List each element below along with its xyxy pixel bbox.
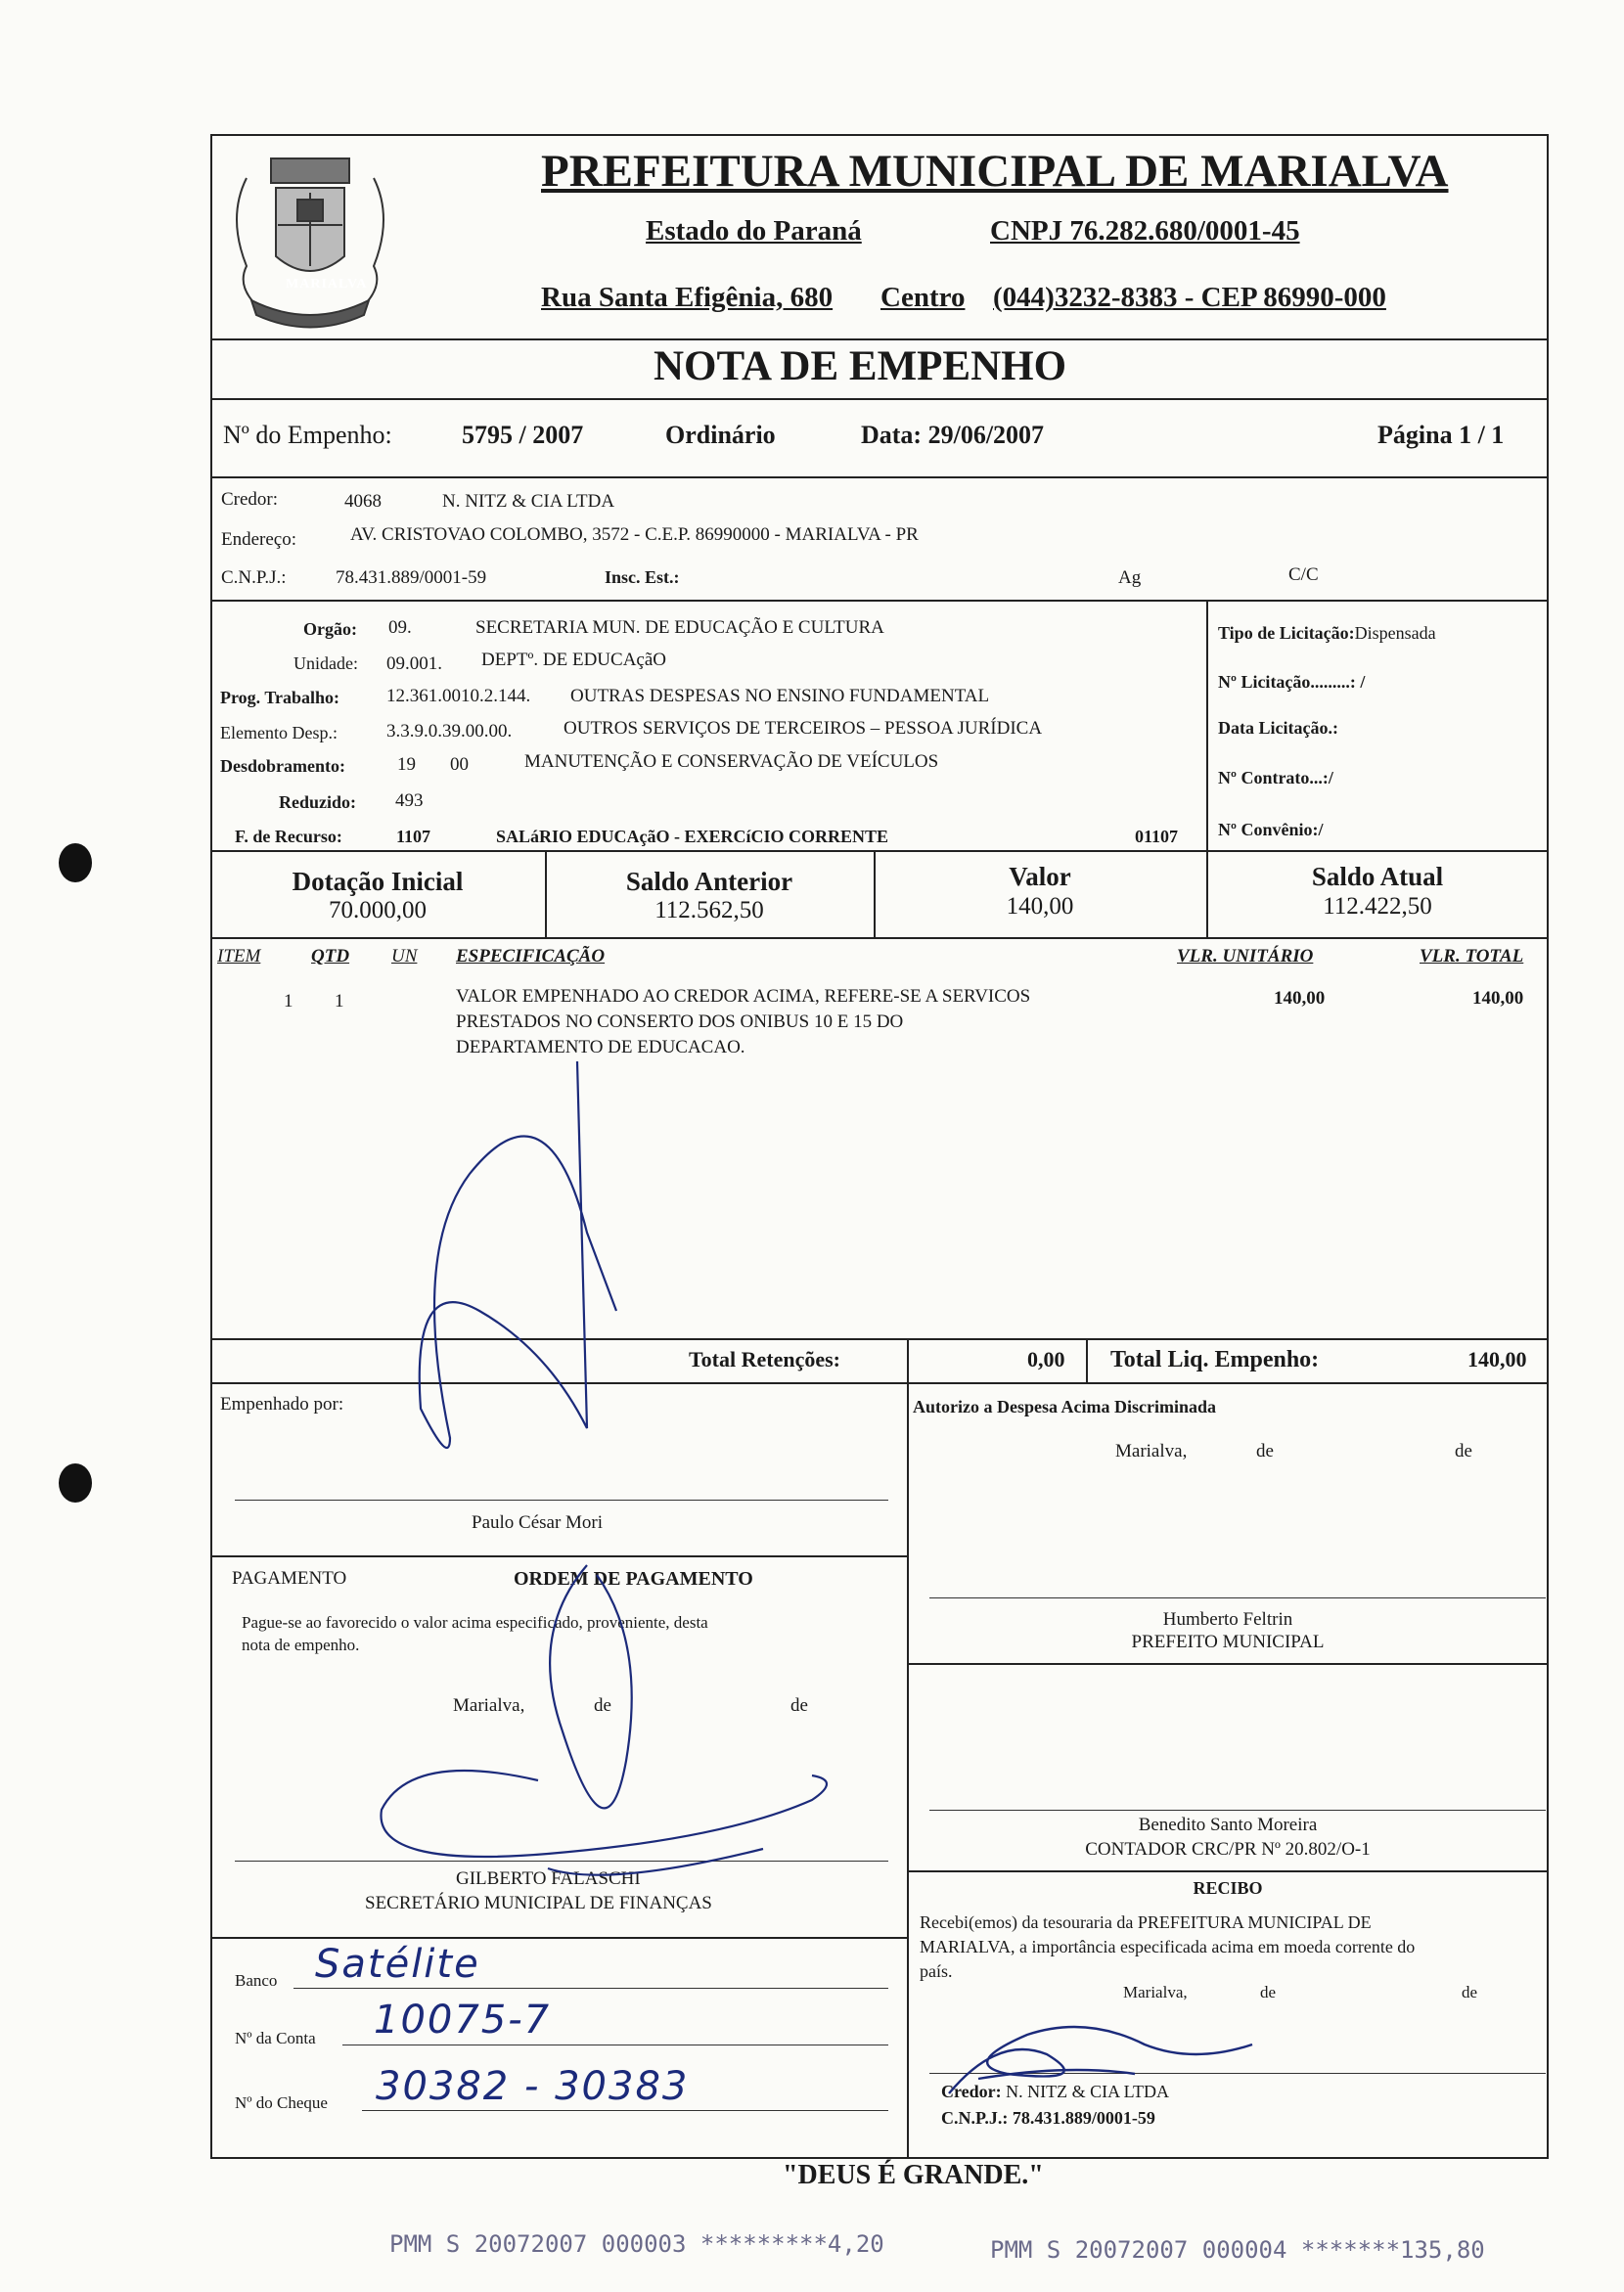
desdobramento-label: Desdobramento: bbox=[220, 756, 345, 776]
recurso-label: F. de Recurso: bbox=[235, 827, 342, 846]
page-number: Página 1 / 1 bbox=[1377, 421, 1505, 449]
licitacao-date: Data Licitação.: bbox=[1218, 718, 1338, 738]
total-retencoes-label: Total Retenções: bbox=[689, 1347, 840, 1371]
prog-trabalho-code: 12.361.0010.2.144. bbox=[386, 686, 531, 706]
unidade-desc: DEPTº. DE EDUCAçãO bbox=[481, 650, 666, 670]
secretario-title: SECRETÁRIO MUNICIPAL DE FINANÇAS bbox=[365, 1893, 712, 1913]
tipo-licitacao-value: Dispensada bbox=[1354, 623, 1436, 643]
col-vlr-unitario: VLR. UNITÁRIO bbox=[1177, 946, 1314, 966]
seal-text: MARIALVA bbox=[286, 277, 368, 292]
empenhado-por-label: Empenhado por: bbox=[220, 1394, 344, 1415]
total-retencoes-value: 0,00 bbox=[1027, 1347, 1065, 1371]
signature-secretario bbox=[352, 1555, 861, 1917]
dotacao-inicial-value: 70.000,00 bbox=[329, 897, 427, 923]
col-un: UN bbox=[391, 946, 418, 966]
reduzido-label: Reduzido: bbox=[279, 792, 357, 812]
reduzido-code: 493 bbox=[395, 790, 424, 811]
valor-label: Valor bbox=[1009, 862, 1071, 891]
city-hall-phone-cep: (044)3232-8383 - CEP 86990-000 bbox=[993, 282, 1386, 313]
autorizo-label: Autorizo a Despesa Acima Discriminada bbox=[913, 1397, 1216, 1416]
saldo-atual-label: Saldo Atual bbox=[1311, 862, 1444, 891]
saldo-atual-value: 112.422,50 bbox=[1323, 893, 1432, 920]
col-vlr-total: VLR. TOTAL bbox=[1420, 946, 1524, 966]
endereco-label: Endereço: bbox=[221, 529, 297, 550]
contador-name: Benedito Santo Moreira bbox=[1138, 1815, 1318, 1835]
binder-hole-bottom bbox=[59, 1463, 92, 1503]
bank-stamp-2: PMM S 20072007 000004 *******135,80 bbox=[990, 2236, 1485, 2264]
banco-value: Satélite bbox=[315, 1942, 480, 1987]
total-liq-label: Total Liq. Empenho: bbox=[1110, 1347, 1320, 1372]
recibo-text-2: MARIALVA, a importância especificada acima em moeda corrente do bbox=[920, 1937, 1416, 1956]
desdobramento-a: 19 bbox=[397, 754, 416, 775]
empenho-number: 5795 / 2007 bbox=[462, 421, 584, 449]
unidade-code: 09.001. bbox=[386, 653, 442, 674]
item-desc-line-3: DEPARTAMENTO DE EDUCACAO. bbox=[456, 1037, 745, 1057]
convenio-number: Nº Convênio:/ bbox=[1218, 820, 1324, 839]
saldo-anterior-value: 112.562,50 bbox=[654, 897, 764, 923]
credor-label: Credor: bbox=[221, 489, 279, 510]
autorizo-de-2: de bbox=[1455, 1441, 1472, 1461]
conta-value: 10075-7 bbox=[374, 1998, 552, 2043]
orgao-code: 09. bbox=[388, 617, 412, 638]
elemento-desc: OUTROS SERVIÇOS DE TERCEIROS – PESSOA JURÍDICA bbox=[564, 718, 1043, 739]
pagamento-de-2: de bbox=[790, 1695, 808, 1716]
unidade-label: Unidade: bbox=[293, 653, 358, 673]
signature-empenhado bbox=[391, 1056, 646, 1467]
prefeito-name: Humberto Feltrin bbox=[1162, 1609, 1293, 1630]
item-desc-line-2: PRESTADOS NO CONSERTO DOS ONIBUS 10 E 15 DO bbox=[456, 1011, 904, 1032]
recibo-credor-label: Credor: bbox=[941, 2082, 1002, 2101]
licitacao-number: Nº Licitação.........: / bbox=[1218, 672, 1366, 692]
empenho-label: Nº do Empenho: bbox=[223, 421, 392, 449]
recibo-text-3: país. bbox=[920, 1961, 953, 1981]
empenhado-por-name: Paulo César Mori bbox=[472, 1512, 604, 1533]
prog-trabalho-label: Prog. Trabalho: bbox=[220, 688, 340, 707]
credor-cnpj: 78.431.889/0001-59 bbox=[336, 567, 487, 588]
footer-motto: "DEUS É GRANDE." bbox=[783, 2160, 1044, 2190]
total-liq-value: 140,00 bbox=[1467, 1347, 1527, 1371]
state-name: Estado do Paraná bbox=[646, 215, 862, 247]
binder-hole-top bbox=[59, 843, 92, 882]
orgao-label: Orgão: bbox=[303, 619, 357, 639]
recibo-label: RECIBO bbox=[1193, 1878, 1263, 1898]
elemento-label: Elemento Desp.: bbox=[220, 723, 338, 742]
recibo-cnpj: C.N.P.J.: 78.431.889/0001-59 bbox=[941, 2108, 1155, 2128]
recurso-code-2: 01107 bbox=[1135, 827, 1179, 846]
empenho-type: Ordinário bbox=[665, 421, 776, 449]
saldo-anterior-label: Saldo Anterior bbox=[625, 867, 793, 896]
item-number: 1 bbox=[284, 991, 293, 1011]
recibo-de-1: de bbox=[1260, 1983, 1277, 2001]
empenho-date: Data: 29/06/2007 bbox=[861, 421, 1045, 449]
ag-label: Ag bbox=[1118, 567, 1142, 588]
autorizo-de-1: de bbox=[1256, 1441, 1274, 1461]
city-hall-cnpj: CNPJ 76.282.680/0001-45 bbox=[990, 215, 1300, 247]
contador-title: CONTADOR CRC/PR Nº 20.802/O-1 bbox=[1085, 1839, 1371, 1860]
recurso-code: 1107 bbox=[396, 827, 431, 846]
tipo-licitacao-label: Tipo de Licitação:Dispensada bbox=[1218, 623, 1436, 643]
recibo-credor-name: N. NITZ & CIA LTDA bbox=[1006, 2082, 1169, 2101]
credor-address: AV. CRISTOVAO COLOMBO, 3572 - C.E.P. 86990000 - MARIALVA - PR bbox=[350, 524, 919, 545]
recurso-desc: SALáRIO EDUCAçãO - EXERCíCIO CORRENTE bbox=[496, 827, 889, 846]
cc-label: C/C bbox=[1288, 564, 1319, 585]
ordem-pagamento-label: ORDEM DE PAGAMENTO bbox=[514, 1568, 753, 1590]
signature-credor bbox=[939, 2015, 1262, 2103]
item-unit-value: 140,00 bbox=[1274, 988, 1326, 1009]
pagamento-place: Marialva, bbox=[453, 1695, 525, 1716]
autorizo-place: Marialva, bbox=[1115, 1441, 1188, 1461]
col-especificacao: ESPECIFICAÇÃO bbox=[456, 946, 606, 966]
secretario-name: GILBERTO FALASCHI bbox=[456, 1868, 641, 1889]
item-qtd: 1 bbox=[335, 991, 344, 1011]
col-item: ITEM bbox=[217, 946, 261, 966]
dotacao-inicial-label: Dotação Inicial bbox=[292, 867, 464, 896]
credor-name: N. NITZ & CIA LTDA bbox=[442, 491, 615, 512]
cheque-label: Nº do Cheque bbox=[235, 2093, 328, 2112]
document-title: NOTA DE EMPENHO bbox=[654, 343, 1067, 389]
pagamento-label: PAGAMENTO bbox=[232, 1568, 347, 1589]
prefeito-title: PREFEITO MUNICIPAL bbox=[1131, 1632, 1325, 1652]
desdobramento-b: 00 bbox=[450, 754, 469, 775]
desdobramento-desc: MANUTENÇÃO E CONSERVAÇÃO DE VEÍCULOS bbox=[524, 751, 939, 772]
item-total-value: 140,00 bbox=[1472, 988, 1524, 1009]
credor-code: 4068 bbox=[344, 491, 382, 512]
city-hall-district: Centro bbox=[880, 282, 966, 313]
bank-stamp-1: PMM S 20072007 000003 *********4,20 bbox=[389, 2230, 884, 2258]
insc-est-label: Insc. Est.: bbox=[605, 567, 680, 587]
elemento-code: 3.3.9.0.39.00.00. bbox=[386, 721, 513, 742]
orgao-desc: SECRETARIA MUN. DE EDUCAÇÃO E CULTURA bbox=[475, 617, 884, 638]
recibo-place: Marialva, bbox=[1123, 1983, 1188, 2001]
conta-label: Nº da Conta bbox=[235, 2029, 316, 2047]
recibo-de-2: de bbox=[1462, 1983, 1478, 2001]
col-qtd: QTD bbox=[311, 946, 350, 966]
item-desc-line-1: VALOR EMPENHADO AO CREDOR ACIMA, REFERE-SE A SERVICOS bbox=[456, 986, 1031, 1007]
banco-label: Banco bbox=[235, 1971, 278, 1990]
valor-value: 140,00 bbox=[1006, 893, 1074, 920]
recibo-text-1: Recebi(emos) da tesouraria da PREFEITURA MUNICIPAL DE bbox=[920, 1912, 1372, 1932]
cheque-value: 30382 - 30383 bbox=[376, 2064, 690, 2109]
city-hall-title: PREFEITURA MUNICIPAL DE MARIALVA bbox=[541, 146, 1449, 197]
credor-cnpj-label: C.N.P.J.: bbox=[221, 567, 287, 588]
pagamento-de-1: de bbox=[594, 1695, 611, 1716]
contrato-number: Nº Contrato...:/ bbox=[1218, 768, 1333, 787]
pagamento-text-2: nota de empenho. bbox=[242, 1636, 360, 1654]
pagamento-text-1: Pague-se ao favorecido o valor acima especificado, proveniente, desta bbox=[242, 1613, 708, 1632]
coat-of-arms-icon bbox=[217, 139, 403, 335]
prog-trabalho-desc: OUTRAS DESPESAS NO ENSINO FUNDAMENTAL bbox=[570, 686, 990, 706]
city-hall-address: Rua Santa Efigênia, 680 bbox=[541, 282, 834, 313]
